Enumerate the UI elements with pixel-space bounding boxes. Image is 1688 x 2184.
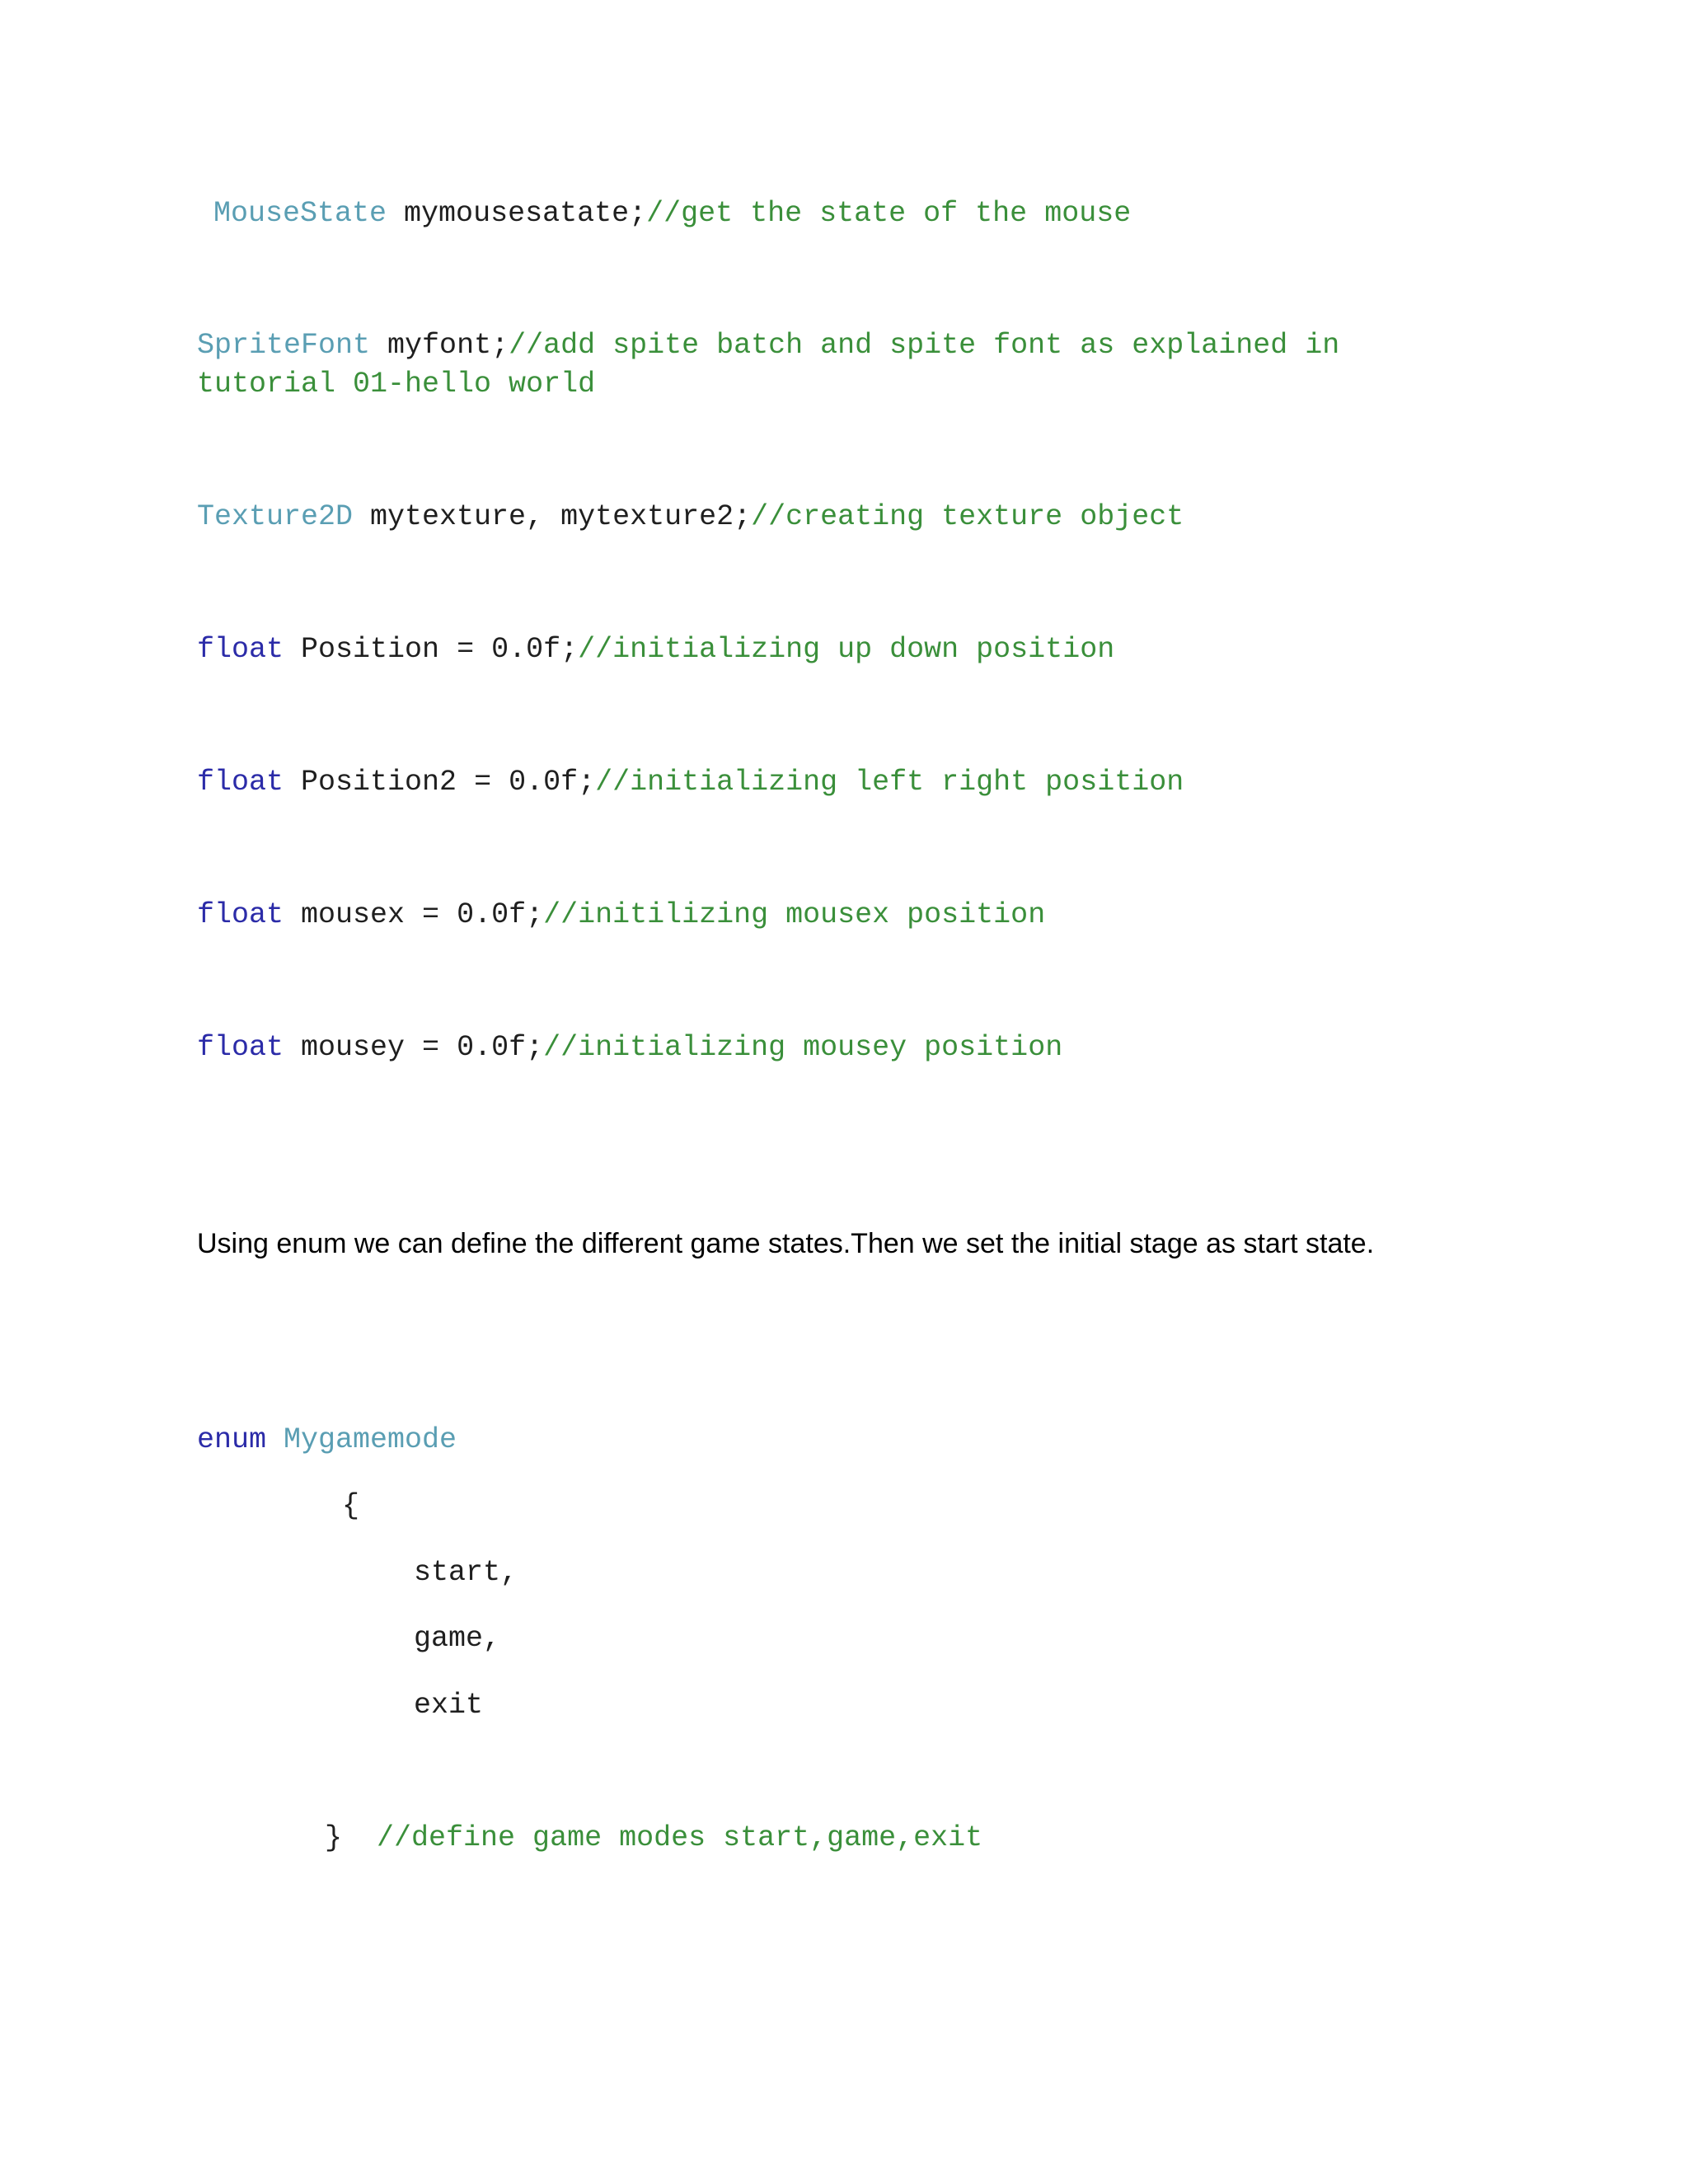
type-token: SpriteFont [197,329,371,362]
comment-token: //get the state of the mouse [646,197,1132,230]
code-token: mousex = 0.0f; [284,898,544,931]
enum-close-line [325,1819,982,1858]
enum-declaration [197,1421,457,1460]
code-line-position [197,630,1114,669]
code-token: mousey = 0.0f; [284,1031,544,1064]
comment-token: //add spite batch and spite font as explained in tutorial 01-hello world [197,329,1357,401]
enum-item: game, [414,1622,501,1655]
comment-token: //initializing left right position [595,766,1184,799]
code-token: Position2 = 0.0f; [284,766,596,799]
comment-token: //define game modes start,game,exit [377,1821,983,1854]
comment-token: //initilizing mousex position [543,898,1046,931]
code-line-texture2d [197,498,1184,537]
code-token: myfont; [370,329,509,362]
enum-item: exit [414,1689,484,1722]
keyword-token: float [197,1031,284,1064]
type-token: MouseState [213,197,387,230]
code-token: mymousesatate; [387,197,647,230]
keyword-token: float [197,633,284,666]
enum-open-brace: { [342,1489,360,1522]
keyword-token: float [197,766,284,799]
comment-token: //creating texture object [751,500,1184,533]
code-line-mousestate [213,194,1131,233]
body-paragraph: Using enum we can define the different game states.Then we set the initial stage as start state. [197,1228,1375,1259]
code-line-mousey [197,1029,1062,1067]
keyword-token: enum [197,1423,267,1456]
keyword-token: float [197,898,284,931]
type-token: Texture2D [197,500,354,533]
code-line-spritefont [197,326,1450,404]
code-token: Position = 0.0f; [284,633,579,666]
code-token: mytexture, mytexture2; [353,500,752,533]
comment-token: //initializing up down position [578,633,1115,666]
code-line-position2 [197,763,1184,802]
type-token: Mygamemode [284,1423,457,1456]
code-line-mousex [197,896,1045,935]
comment-token: //initializing mousey position [543,1031,1063,1064]
enum-item: start, [414,1556,518,1589]
close-brace-token: } [325,1821,343,1854]
